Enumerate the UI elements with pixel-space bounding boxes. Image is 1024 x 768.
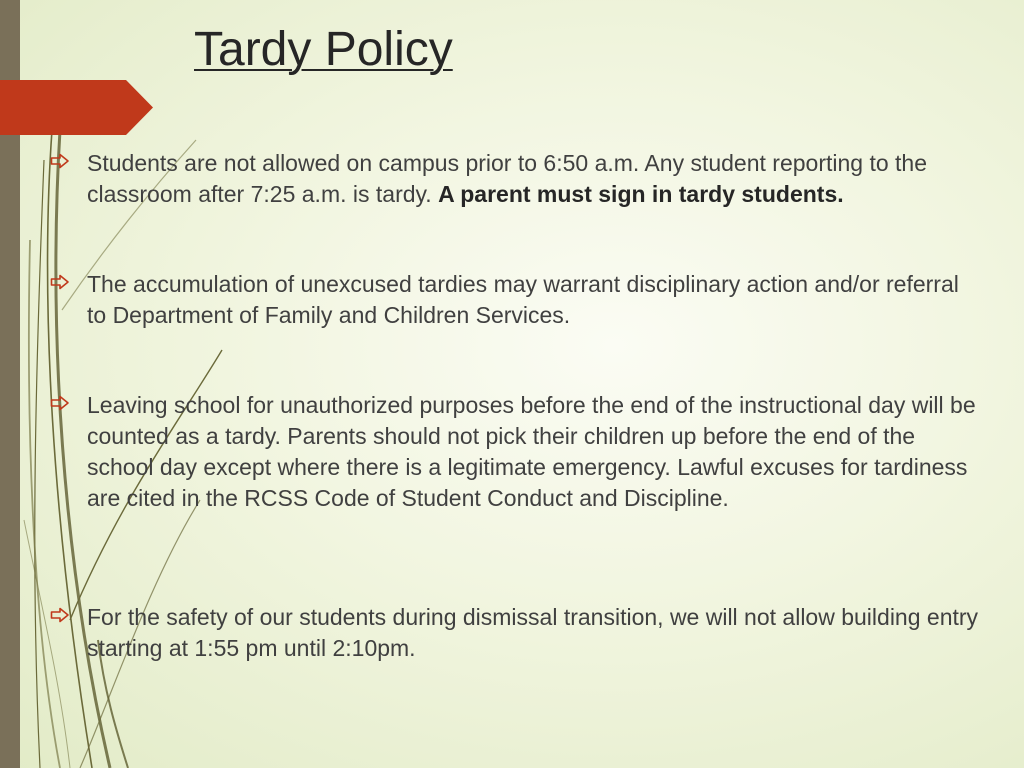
bullet-text xyxy=(87,148,980,210)
bullet-text: The accumulation of unexcused tardies may warrant disciplinary action and/or referral to Department of Family and Children Services. xyxy=(87,271,959,328)
arrow-right-icon xyxy=(50,153,70,169)
bullet-text: For the safety of our students during dismissal transition, we will not allow building entry starting at 1:55 pm until 2:10pm. xyxy=(87,604,979,661)
bullet-text-regular: Students are not allowed on campus prior to 6:50 a.m. Any student reporting to the classroom after 7:25 a.m. is tardy. xyxy=(87,150,928,207)
bullet-item-accumulation xyxy=(50,269,980,331)
arrow-right-icon xyxy=(50,274,70,290)
bullet-item-leaving-school xyxy=(50,390,980,514)
bullet-item-arrival-time xyxy=(50,148,980,210)
bullet-text: Leaving school for unauthorized purposes before the end of the instructional day will be counted as a tardy. Parents should not pick their children up before the end of the school day except where there is a legitimate emergency. Lawful excuses for tardiness are cited in the RCSS Code of Student Conduct and Discipline. xyxy=(87,392,976,511)
title-accent-tab xyxy=(0,80,153,135)
bullet-text-bold: A parent must sign in tardy students. xyxy=(438,181,844,207)
bullet-item-dismissal-safety xyxy=(50,602,980,664)
arrow-right-icon xyxy=(50,607,70,623)
slide-title: Tardy Policy xyxy=(194,23,453,76)
arrow-right-icon xyxy=(50,395,70,411)
